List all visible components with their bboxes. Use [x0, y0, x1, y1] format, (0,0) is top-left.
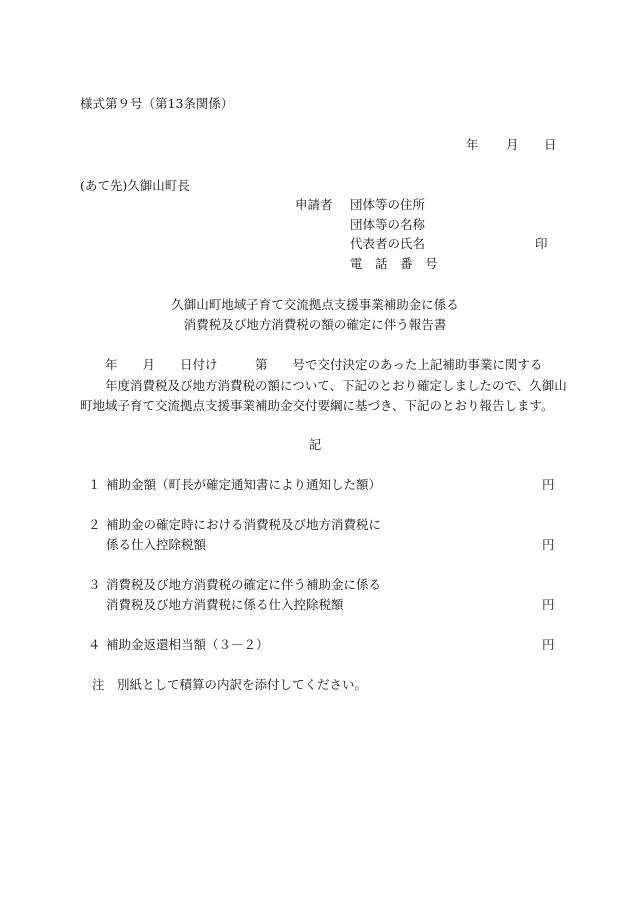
date-year: 年 — [466, 137, 479, 152]
body-line: 年 月 日付け 第 号で交付決定のあった上記補助事業に関する — [80, 357, 543, 372]
addressee: (あて先)久御山町長 — [80, 178, 190, 193]
item-text: 補助金の確定時における消費税及び地方消費税に — [106, 517, 382, 532]
item-number: ３ — [88, 577, 101, 592]
date-month: 月 — [506, 137, 519, 152]
item-text: 補助金額（町長が確定通知書により通知した額） — [106, 477, 382, 492]
org-name-field: 団体等の名称 — [350, 217, 426, 232]
yen-unit: 円 — [542, 477, 555, 492]
seal-mark: 印 — [535, 236, 548, 251]
item-number: ４ — [88, 637, 101, 652]
yen-unit: 円 — [542, 597, 555, 612]
title-line: 消費税及び地方消費税の額の確定に伴う報告書 — [183, 317, 447, 332]
item-number: ２ — [88, 517, 101, 532]
phone-number-field: 電 話 番 号 — [350, 256, 438, 271]
item-text: 消費税及び地方消費税に係る仕入控除税額 — [106, 597, 344, 612]
body-line: 年度消費税及び地方消費税の額について、下記のとおり確定しましたので、久御山 — [80, 378, 567, 393]
item-text: 補助金返還相当額（３－２） — [106, 637, 269, 652]
yen-unit: 円 — [542, 537, 555, 552]
item-text: 係る仕入控除税額 — [106, 537, 207, 552]
item-number: １ — [88, 477, 101, 492]
item-text: 消費税及び地方消費税の確定に伴う補助金に係る — [106, 577, 382, 592]
representative-name-field: 代表者の氏名 — [350, 236, 426, 251]
note-text: 注 別紙として積算の内訳を添付してください。 — [92, 677, 368, 692]
applicant-label: 申請者 — [295, 197, 333, 212]
org-address-field: 団体等の住所 — [350, 197, 426, 212]
body-line: 町地域子育て交流拠点支援事業補助金交付要綱に基づき、下記のとおり報告します。 — [80, 398, 554, 413]
form-number-label: 様式第９号（第13条関係） — [80, 96, 234, 111]
ki-heading: 記 — [308, 437, 322, 452]
title-line: 久御山町地域子育て交流拠点支援事業補助金に係る — [171, 297, 459, 312]
date-day: 日 — [544, 137, 557, 152]
yen-unit: 円 — [542, 637, 555, 652]
